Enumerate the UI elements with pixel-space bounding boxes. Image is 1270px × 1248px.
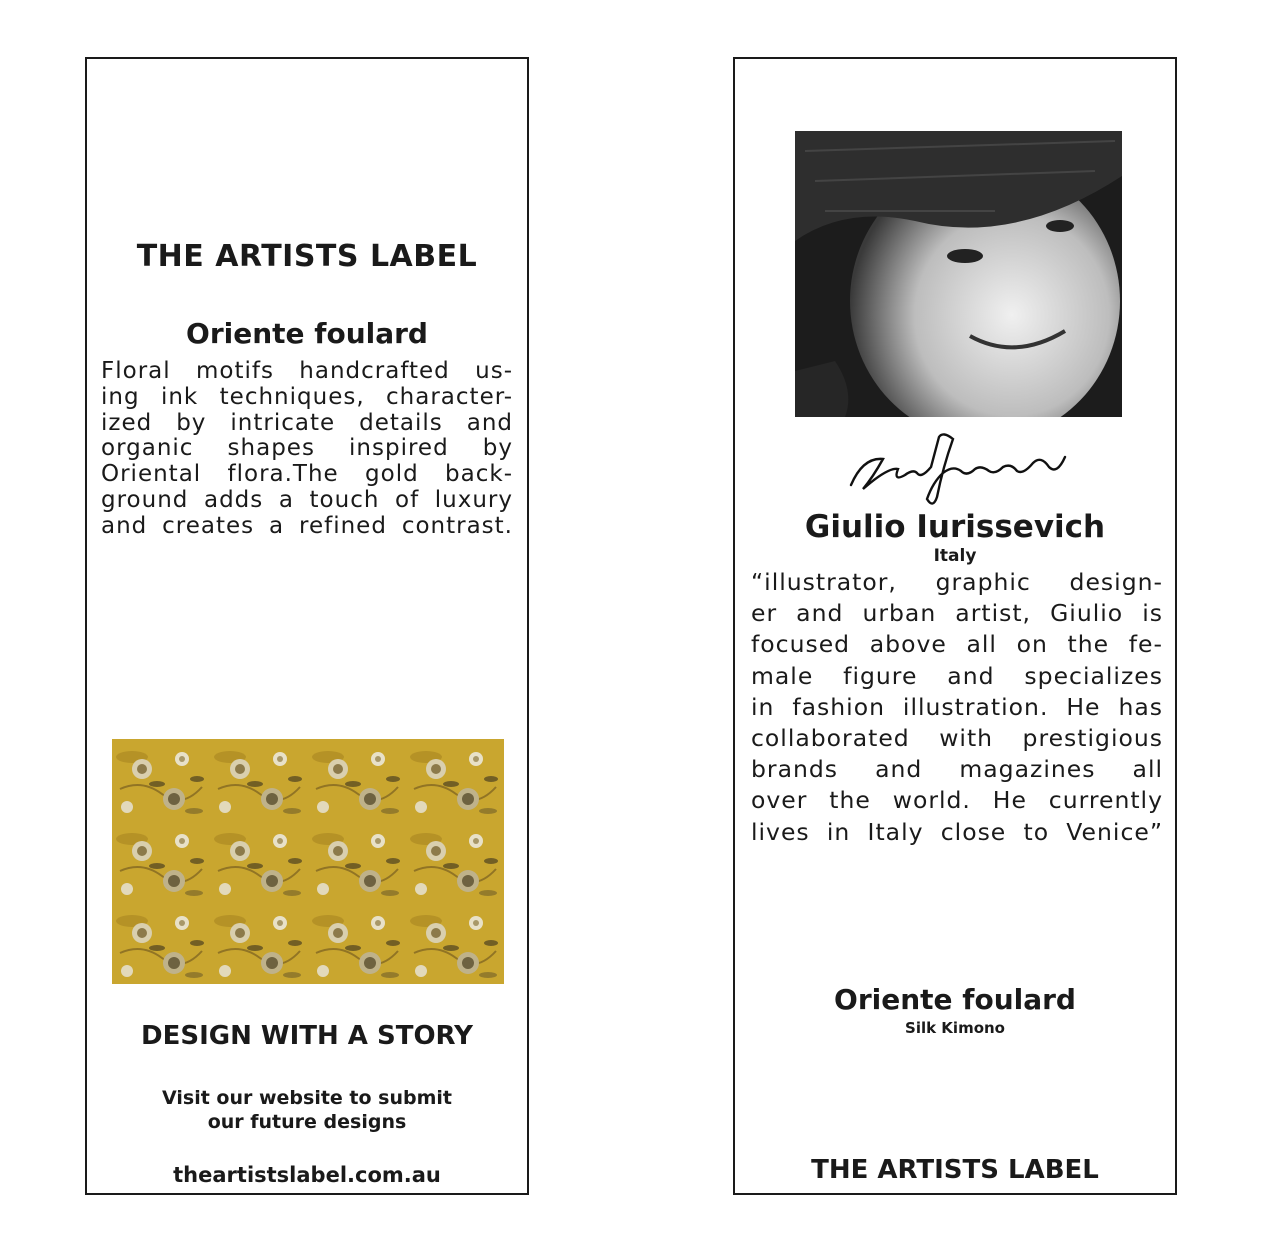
artist-name: Giulio Iurissevich bbox=[804, 509, 1106, 545]
description-line: ized by intricate details and bbox=[101, 409, 513, 436]
bio-line: male figure and specializes bbox=[751, 661, 1163, 690]
design-title: Oriente foulard bbox=[834, 983, 1076, 1016]
bio-line: lives in Italy close to Venice” bbox=[751, 817, 1163, 846]
bio-line: “illustrator, graphic design- bbox=[751, 568, 1163, 596]
brand-title: THE ARTISTS LABEL bbox=[136, 239, 478, 274]
bio-line: er and urban artist, Giulio is bbox=[751, 599, 1163, 628]
floral-pattern-swatch bbox=[112, 739, 504, 984]
website-link[interactable]: theartistslabel.com.au bbox=[173, 1163, 441, 1187]
design-title: Oriente foulard bbox=[186, 317, 428, 350]
description-line: Floral motifs handcrafted us- bbox=[101, 358, 513, 384]
bio-line: over the world. He currently bbox=[751, 786, 1163, 815]
description-line: ing ink techniques, character- bbox=[101, 383, 513, 410]
description-line: organic shapes inspired by bbox=[101, 435, 513, 462]
left-card bbox=[85, 57, 529, 1195]
brand-footer: THE ARTISTS LABEL bbox=[811, 1155, 1099, 1185]
bio-line: focused above all on the fe- bbox=[751, 630, 1163, 659]
artist-portrait-icon bbox=[795, 131, 1122, 417]
visit-line-2: our future designs bbox=[207, 1111, 407, 1133]
artist-bio bbox=[751, 567, 1163, 848]
description-line: and creates a refined contrast. bbox=[101, 512, 513, 539]
bio-line: collaborated with prestigious bbox=[751, 724, 1163, 753]
description-line: Oriental flora.The gold back- bbox=[101, 461, 513, 488]
tagline: DESIGN WITH A STORY bbox=[141, 1021, 473, 1051]
bio-line: brands and magazines all bbox=[751, 755, 1163, 784]
artist-portrait bbox=[795, 131, 1122, 417]
right-card bbox=[733, 57, 1177, 1195]
floral-pattern-icon bbox=[112, 739, 504, 984]
artist-signature-icon bbox=[843, 427, 1073, 509]
description-line: ground adds a touch of luxury bbox=[101, 486, 513, 513]
artist-country: Italy bbox=[933, 546, 977, 566]
bio-line: in fashion illustration. He has bbox=[751, 692, 1163, 721]
design-description bbox=[101, 359, 513, 540]
visit-line-1: Visit our website to submit bbox=[162, 1087, 452, 1109]
product-type: Silk Kimono bbox=[905, 1019, 1005, 1037]
